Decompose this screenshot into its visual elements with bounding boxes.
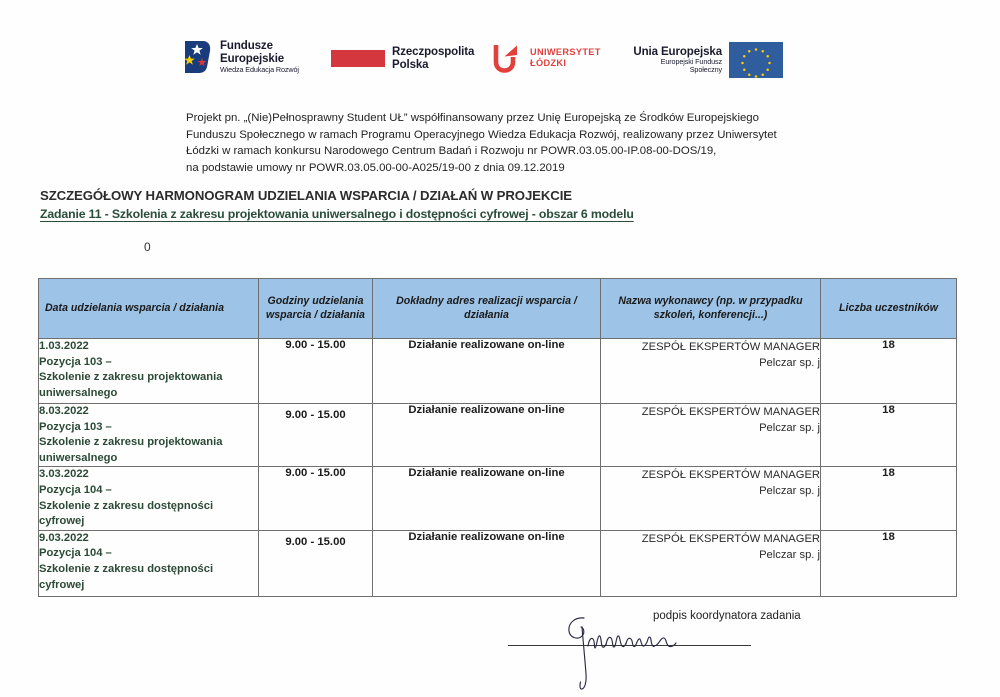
cell-address [373,404,601,467]
column-header-address: Dokładny adres realizacji wsparcia / działania [373,279,601,339]
table-header-row [39,279,957,339]
cell-contractor-line-1: ZESPÓŁ EKSPERTÓW MANAGER [641,341,820,353]
column-header-contractor: Nazwa wykonawcy (np. w przypadku szkoleń, konferencji...) [601,279,821,339]
logo-fundusze-text [220,40,299,74]
cell-date [39,339,259,404]
table-row [39,530,957,596]
cell-address-value: Działanie realizowane on-line [408,339,565,351]
cell-address-value: Działanie realizowane on-line [408,530,565,543]
cell-date-desc-2: uniwersalnego [39,386,118,399]
cell-contractor-line-2: Pelczar sp. j [759,548,820,561]
logo-unia-text [631,46,722,75]
project-description-line-2: Funduszu Społecznego w ramach Programu Operacyjnego Wiedza Edukacja Rozwój, realizowany przez Uniwersytet [186,128,777,141]
schedule-table-wrapper [38,278,956,597]
logo-unia-europejska [631,42,783,78]
cell-hours [259,404,373,467]
cell-participants [821,530,957,596]
cell-contractor [601,530,821,596]
column-header-date: Data udzielania wsparcia / działania [39,279,259,339]
cell-date-desc-1: Szkolenie z zakresu dostępności [39,562,214,575]
cell-contractor-line-2: Pelczar sp. j [759,357,820,369]
cell-contractor [601,404,821,467]
cell-date-position: Pozycja 103 – [39,420,112,433]
cell-date-value: 9.03.2022 [39,531,89,544]
table-row [39,339,957,404]
cell-date-desc-2: cyfrowej [39,515,85,528]
project-description [186,110,796,176]
cell-date-desc-1: Szkolenie z zakresu dostępności [39,499,214,512]
cell-contractor [601,339,821,404]
logo-fundusze-subtitle: Wiedza Edukacja Rozwój [220,64,299,74]
cell-contractor-line-2: Pelczar sp. j [759,422,820,434]
logo-unia-subtitle: Europejski Fundusz Społeczny [660,57,722,75]
table-row [39,404,957,467]
logo-rzeczpospolita-text [392,46,474,72]
cell-contractor [601,467,821,530]
cell-participants-value: 18 [882,530,895,543]
polish-flag-icon [331,50,385,67]
logo-rzeczpospolita-title-2: Polska [392,58,429,71]
logo-uniwersytet-lodzki [493,43,601,73]
cell-address [373,530,601,596]
eu-funds-stars-icon [183,40,213,74]
cell-address [373,467,601,530]
cell-date [39,530,259,596]
logo-uniwersytet-title-2: ŁÓDZKI [530,58,567,68]
cell-address-value: Działanie realizowane on-line [408,467,565,480]
cell-participants [821,467,957,530]
cell-contractor-line-1: ZESPÓŁ EKSPERTÓW MANAGER [641,406,820,418]
logo-uniwersytet-title-1: UNIWERSYTET [530,46,601,57]
project-description-line-3: Łódzki w ramach konkursu Narodowego Centrum Badań i Rozwoju nr POWR.03.05.00-IP.08-00-DOS/19, [186,145,717,158]
cell-participants [821,339,957,404]
logo-rzeczpospolita-title-1: Rzeczpospolita [392,46,475,58]
cell-hours-value: 9.00 - 15.00 [285,535,346,548]
cell-contractor-line-2: Pelczar sp. j [759,485,820,498]
cell-date-position: Pozycja 104 – [39,547,112,560]
cell-participants-value: 18 [882,339,895,351]
cell-date [39,404,259,467]
eu-flag-icon [729,42,783,78]
table-row [39,467,957,530]
page-subtitle: Zadanie 11 - Szkolenia z zakresu projektowania uniwersalnego i dostępności cyfrowej - obszar 6 modelu [40,207,634,221]
handwritten-signature-icon [558,612,748,692]
cell-hours [259,467,373,530]
cell-address-value: Działanie realizowane on-line [408,404,565,416]
cell-contractor-line-1: ZESPÓŁ EKSPERTÓW MANAGER [641,469,820,482]
cell-date-desc-1: Szkolenie z zakresu projektowania [39,371,223,384]
cell-hours-value: 9.00 - 15.00 [285,339,346,351]
cell-hours-value: 9.00 - 15.00 [285,409,346,421]
cell-hours [259,339,373,404]
cell-hours-value: 9.00 - 15.00 [285,467,346,480]
cell-date-position: Pozycja 104 – [39,483,112,496]
column-header-hours: Godziny udzielania wsparcia / działania [259,279,373,339]
cell-date-position: Pozycja 103 – [39,355,112,368]
logo-rzeczpospolita-polska [331,46,474,72]
cell-participants [821,404,957,467]
university-of-lodz-mark-icon [493,43,523,73]
cell-date-desc-2: cyfrowej [39,578,85,591]
cell-date-value: 1.03.2022 [39,340,89,352]
logo-fundusze-title-2: Europejskie [220,52,285,65]
project-description-line-1: Projekt pn. „(Nie)Pełnosprawny Student UŁ” współfinansowany przez Unię Europejską ze Środków Europejskiego [186,112,759,124]
cell-date-desc-1: Szkolenie z zakresu projektowania [39,436,223,449]
logo-uniwersytet-text [530,47,601,70]
signature-caption: podpis koordynatora zadania [653,610,801,622]
cell-contractor-line-1: ZESPÓŁ EKSPERTÓW MANAGER [641,532,820,545]
logo-unia-title: Unia Europejska [633,45,722,58]
cell-participants-value: 18 [882,404,895,416]
schedule-table [38,278,957,597]
logo-fundusze-europejskie [183,40,299,74]
column-header-participants: Liczba uczestników [821,279,957,339]
cell-date-value: 8.03.2022 [39,405,89,417]
cell-date [39,467,259,530]
cell-hours [259,530,373,596]
cell-participants-value: 18 [882,467,895,480]
logo-fundusze-title-1: Fundusze [220,40,273,53]
logo-bar [183,36,783,84]
cell-date-desc-2: uniwersalnego [39,451,118,464]
cell-address [373,339,601,404]
project-description-line-4: na podstawie umowy nr POWR.03.05.00-00-A025/19-00 z dnia 09.12.2019 [186,161,565,174]
page-title: SZCZEGÓŁOWY HARMONOGRAM UDZIELANIA WSPARCIA / DZIAŁAŃ W PROJEKCIE [40,188,572,203]
cell-date-value: 3.03.2022 [39,468,89,481]
stray-marker: 0 [144,240,151,254]
